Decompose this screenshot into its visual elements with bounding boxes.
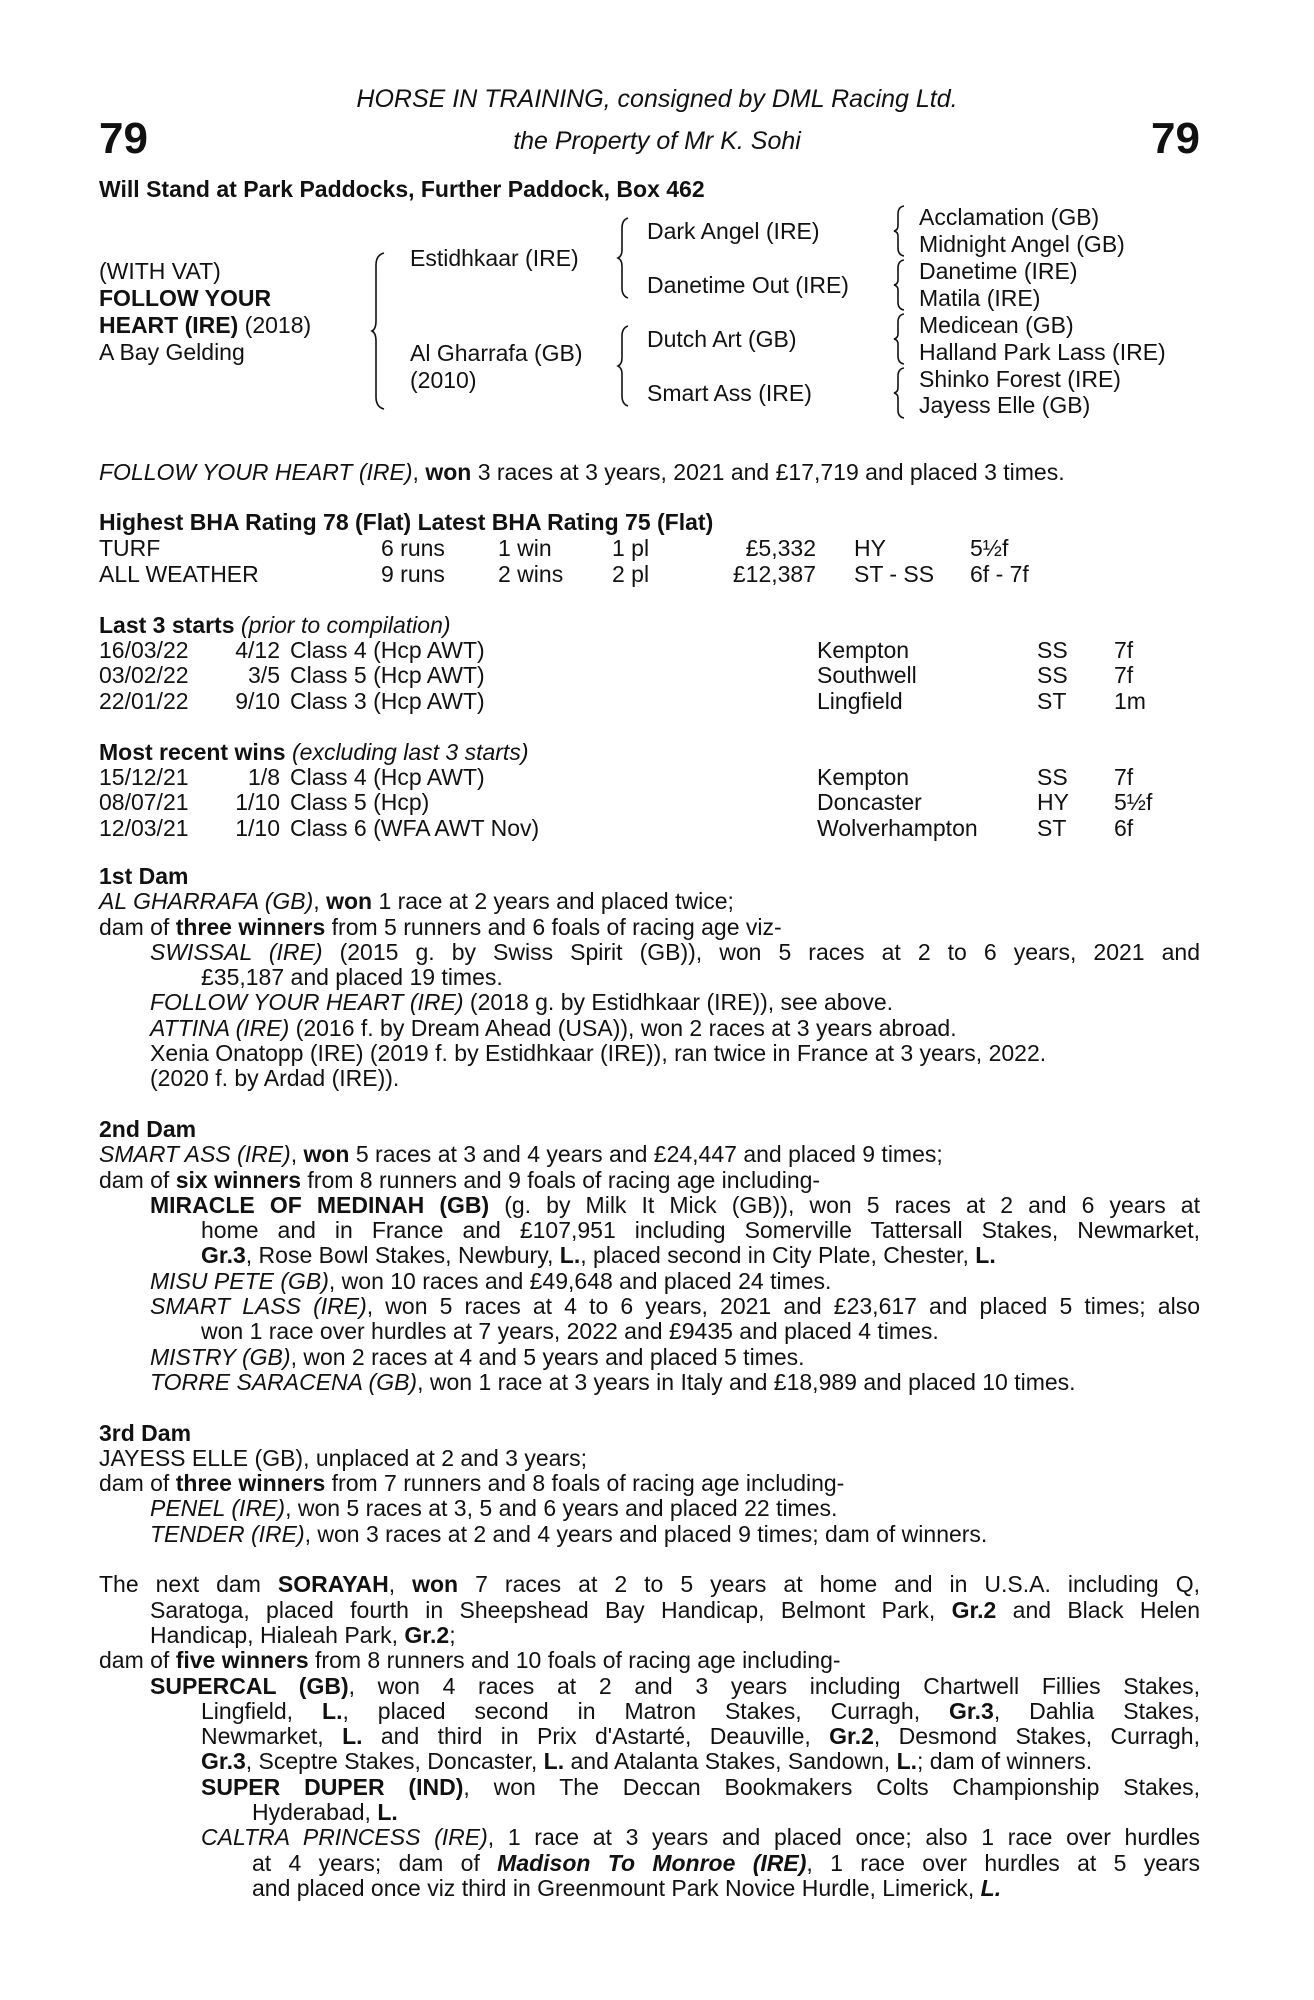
last-starts-heading [99, 612, 451, 638]
text-segment: dam of [99, 1166, 176, 1193]
race-class: Class 5 (Hcp AWT) [290, 662, 485, 689]
finish-position: 1/10 [235, 814, 280, 841]
text-line [99, 990, 1200, 1015]
text-line [99, 1496, 1200, 1521]
bold-text: won [412, 1571, 459, 1598]
prize: £5,332 [745, 535, 816, 561]
text-segment: and Black Helen [996, 1596, 1201, 1623]
text-segment: Xenia Onatopp (IRE) (2019 f. by Estidhkaar (IRE)), ran twice in France at 3 years, 2022. [150, 1040, 1047, 1067]
consignment-line: HORSE IN TRAINING, consigned by DML Racing Ltd. [356, 85, 958, 113]
text-line [99, 1345, 1200, 1370]
race-row [0, 789, 1314, 815]
text-line [99, 1749, 1200, 1774]
text-segment: 7 races at 2 to 5 years at home and in U.S.A. including Q, [458, 1571, 1200, 1598]
italic-text: MISTRY (GB) [150, 1343, 291, 1370]
text-line [99, 1876, 1200, 1901]
paragraph [99, 1016, 1200, 1041]
text-segment: dam of [99, 1647, 176, 1674]
bold-text: won [326, 888, 373, 915]
text-segment: ; [449, 1621, 456, 1648]
horse-name-line1 [99, 285, 271, 311]
going: ST [1037, 687, 1067, 714]
text-segment: , placed second in Matron Stakes, Curragh, [342, 1697, 950, 1724]
paragraph [99, 1294, 1200, 1345]
going: ST [1037, 814, 1067, 841]
bold-text: L. [896, 1748, 918, 1775]
bha-rating-title: Highest BHA Rating 78 (Flat) Latest BHA Rating 75 (Flat) [99, 509, 714, 535]
race-date: 08/07/21 [99, 789, 189, 816]
text-line [99, 1117, 1200, 1142]
going: ST - SS [854, 560, 935, 587]
italic-text: PENEL (IRE) [150, 1495, 286, 1522]
text-line [99, 1446, 1200, 1471]
paragraph [99, 990, 1200, 1015]
dam-section [99, 1572, 1200, 1901]
wins: 2 wins [498, 560, 564, 587]
text-line [99, 1016, 1200, 1041]
last-starts-subtitle: (prior to compilation) [234, 612, 451, 638]
finish-position: 1/8 [248, 764, 280, 790]
paragraph [99, 889, 1200, 914]
text-segment: , won 2 races at 4 and 5 years and placed 5 times. [290, 1343, 805, 1370]
paragraph [99, 1345, 1200, 1370]
bold-text: three winners [175, 1470, 326, 1497]
paragraph [99, 1648, 1200, 1673]
text-segment: Saratoga, placed fourth in Sheepshead Bay Handicap, Belmont Park, [150, 1596, 952, 1623]
race-row [0, 688, 1314, 714]
paragraph [99, 864, 1200, 889]
text-segment: won 1 race over hurdles at 7 years, 2022 and £9435 and placed 4 times. [201, 1318, 939, 1345]
racecourse: Kempton [817, 637, 910, 663]
race-date: 15/12/21 [99, 764, 189, 790]
placed: 1 pl [612, 535, 650, 561]
bold-text: Gr.2 [404, 1621, 450, 1648]
text-segment: , won 5 races at 3, 5 and 6 years and placed 22 times. [285, 1495, 838, 1522]
dam-sire: Dutch Art (GB) [647, 326, 797, 352]
foaling-year: (2018) [238, 312, 312, 338]
distance: 5½f [1114, 789, 1153, 816]
text-segment: , [388, 1571, 413, 1598]
racecourse: Southwell [817, 662, 917, 689]
text-line [99, 1421, 1200, 1446]
text-line [99, 965, 1200, 990]
text-line [99, 1800, 1200, 1825]
text-line [99, 864, 1200, 889]
bold-text: L. [377, 1798, 398, 1825]
bold-text: 3rd Dam [99, 1419, 192, 1446]
text-segment: , Sceptre Stakes, Doncaster, [245, 1748, 544, 1775]
racecourse: Doncaster [817, 789, 922, 816]
race-class: Class 4 (Hcp AWT) [290, 764, 485, 790]
recent-wins-subtitle: (excluding last 3 starts) [285, 739, 529, 765]
text-line [99, 1193, 1200, 1218]
italic-text: CALTRA PRINCESS (IRE) [201, 1824, 488, 1851]
lot-number-left: 79 [99, 114, 148, 163]
text-segment: , won 5 races at 4 to 6 years, 2021 and £23,617 and placed 5 times; also [366, 1293, 1201, 1320]
runs: 9 runs [381, 560, 445, 587]
text-line [99, 1522, 1200, 1547]
dam-section [99, 864, 1200, 1092]
text-segment: , Desmond Stakes, Curragh, [873, 1723, 1200, 1750]
finish-position: 9/10 [235, 687, 280, 714]
horse-name-line2 [99, 312, 311, 338]
paragraph [99, 1421, 1200, 1446]
text-segment: , won 4 races at 2 and 3 years including Chartwell Fillies Stakes, [348, 1672, 1200, 1699]
brace-icon [894, 260, 906, 310]
prize: £12,387 [732, 560, 816, 587]
race-summary [99, 459, 1065, 485]
text-line [99, 1066, 1200, 1091]
ancestor-gen3: Danetime (IRE) [919, 258, 1078, 284]
text-line [99, 1775, 1200, 1800]
going: SS [1037, 662, 1068, 689]
distance: 6f - 7f [970, 560, 1029, 587]
sire: Estidhkaar (IRE) [410, 245, 579, 271]
bold-text: six winners [175, 1166, 301, 1193]
bold-text: five winners [175, 1647, 309, 1674]
italic-text: TENDER (IRE) [150, 1520, 305, 1547]
paragraph [99, 1674, 1200, 1775]
ancestor-gen3: Halland Park Lass (IRE) [919, 339, 1166, 365]
rating-row [0, 561, 1314, 587]
race-row [0, 637, 1314, 663]
bold-text: 1st Dam [99, 863, 189, 889]
text-line [99, 1243, 1200, 1268]
text-line [99, 1471, 1200, 1496]
text-segment: (2015 g. by Swiss Spirit (GB)), won 5 races at 2 to 6 years, 2021 and [322, 938, 1200, 965]
racecourse: Kempton [817, 764, 910, 790]
text-segment: and placed once viz third in Greenmount Park Novice Hurdle, Limerick, [252, 1874, 981, 1901]
sire-brace-icon [618, 218, 630, 298]
text-segment: , [313, 888, 327, 915]
distance: 5½f [970, 535, 1009, 561]
location-line: Will Stand at Park Paddocks, Further Paddock, Box 462 [99, 176, 705, 202]
text-line [99, 1294, 1200, 1319]
recent-wins-heading [99, 739, 528, 765]
race-class: Class 4 (Hcp AWT) [290, 637, 485, 663]
text-segment: (g. by Milk It Mick (GB)), won 5 races at 2 and 6 years at [489, 1191, 1200, 1218]
text-line [99, 1269, 1200, 1294]
race-class: Class 3 (Hcp AWT) [290, 687, 485, 714]
ancestor-gen3: Midnight Angel (GB) [919, 231, 1125, 257]
placed: 2 pl [612, 560, 650, 587]
text-segment: from 8 runners and 9 foals of racing age including- [301, 1166, 821, 1193]
text-line [99, 1572, 1200, 1597]
paragraph [99, 1117, 1200, 1142]
going: SS [1037, 764, 1068, 790]
race-date: 16/03/22 [99, 637, 189, 663]
race-row [0, 815, 1314, 841]
race-class: Class 5 (Hcp) [290, 789, 430, 816]
finish-position: 3/5 [248, 662, 280, 689]
paragraph [99, 1370, 1200, 1395]
paragraph [99, 1775, 1200, 1826]
recent-wins-title: Most recent wins [99, 739, 286, 765]
paragraph [99, 1168, 1200, 1193]
text-segment: and third in Prix d'Astarté, Deauville, [362, 1723, 830, 1750]
bold-text: L. [543, 1748, 565, 1775]
text-line [99, 1674, 1200, 1699]
surface: ALL WEATHER [99, 560, 259, 587]
paragraph [99, 1825, 1200, 1901]
ancestor-gen3: Medicean (GB) [919, 312, 1074, 338]
summary-horse-name: FOLLOW YOUR HEART (IRE) [99, 459, 413, 485]
text-segment: ; dam of winners. [917, 1748, 1093, 1775]
text-line [99, 1370, 1200, 1395]
sire-sire: Dark Angel (IRE) [647, 218, 820, 244]
text-segment: , won 10 races and £49,648 and placed 24 times. [328, 1267, 832, 1294]
italic-text: AL GHARRAFA (GB) [99, 888, 314, 915]
text-segment: 5 races at 3 and 4 years and £24,447 and placed 9 times; [349, 1141, 943, 1168]
dam-section [99, 1421, 1200, 1547]
summary-text: 3 races at 3 years, 2021 and £17,719 and placed 3 times. [471, 459, 1065, 485]
bold-text: Gr.2 [951, 1596, 997, 1623]
text-line [99, 1041, 1200, 1066]
wins: 1 win [498, 535, 552, 561]
text-line [99, 889, 1200, 914]
bold-text: L. [975, 1242, 996, 1269]
paragraph [99, 915, 1200, 940]
distance: 1m [1114, 687, 1146, 714]
dam-history [99, 864, 1200, 1926]
bold-text: MIRACLE OF MEDINAH (GB) [150, 1191, 490, 1218]
vat-label: (WITH VAT) [99, 258, 221, 284]
bold-text: won [303, 1141, 350, 1168]
bold-text: SUPERCAL (GB) [150, 1672, 349, 1699]
rating-row [0, 535, 1314, 561]
dam: Al Gharrafa (GB) [410, 340, 583, 366]
bold-text: L. [322, 1697, 343, 1724]
runs: 6 runs [381, 535, 445, 561]
text-segment: (2016 f. by Dream Ahead (USA)), won 2 races at 3 years abroad. [289, 1014, 957, 1041]
text-line [99, 1648, 1200, 1673]
race-row [0, 764, 1314, 790]
paragraph [99, 1471, 1200, 1496]
distance: 7f [1114, 764, 1134, 790]
race-date: 03/02/22 [99, 662, 189, 689]
text-segment: from 8 runners and 10 foals of racing age including- [308, 1647, 841, 1674]
finish-position: 1/10 [235, 789, 280, 816]
dam-year: (2010) [410, 367, 477, 393]
bold-text: Madison To Monroe (IRE) [497, 1849, 807, 1876]
text-line [99, 1598, 1200, 1623]
bold-text: L. [559, 1242, 581, 1269]
dam-dam: Smart Ass (IRE) [647, 380, 812, 406]
text-line [99, 1168, 1200, 1193]
text-segment: £35,187 and placed 19 times. [201, 964, 503, 991]
text-segment: , won The Deccan Bookmakers Colts Championship Stakes, [463, 1773, 1200, 1800]
racecourse: Lingfield [817, 687, 903, 714]
text-segment: home and in France and £107,951 including Somerville Tattersall Stakes, Newmarket, [201, 1217, 1200, 1244]
paragraph [99, 1446, 1200, 1471]
going: HY [1037, 789, 1069, 816]
text-segment: , won 1 race at 3 years in Italy and £18,989 and placed 10 times. [417, 1368, 1076, 1395]
last-starts-title: Last 3 starts [99, 612, 235, 638]
text-segment: and Atalanta Stakes, Sandown, [564, 1748, 897, 1775]
horse-name: HEART (IRE) [99, 312, 239, 338]
bold-text: L. [342, 1723, 363, 1750]
italic-text: SWISSAL (IRE) [150, 938, 323, 965]
text-line [99, 1825, 1200, 1850]
race-class: Class 6 (WFA AWT Nov) [290, 814, 540, 841]
italic-text: ATTINA (IRE) [150, 1014, 290, 1041]
ancestor-gen3: Jayess Elle (GB) [919, 392, 1091, 418]
text-segment: dam of [99, 913, 176, 940]
text-segment: , 1 race over hurdles at 5 years [806, 1849, 1200, 1876]
going: HY [854, 535, 886, 561]
distance: 6f [1114, 814, 1134, 841]
racecourse: Wolverhampton [817, 814, 978, 841]
text-segment: , [290, 1141, 304, 1168]
text-segment: JAYESS ELLE (GB), unplaced at 2 and 3 years; [99, 1444, 587, 1471]
bold-text: 2nd Dam [99, 1115, 197, 1142]
race-date: 22/01/22 [99, 687, 189, 714]
text-segment: , Dahlia Stakes, [993, 1697, 1200, 1724]
bold-text: three winners [175, 913, 326, 940]
text-line [99, 1851, 1200, 1876]
text-segment: The next dam [99, 1571, 278, 1598]
text-segment: , 1 race at 3 years and placed once; also 1 race over hurdles [487, 1824, 1200, 1851]
text-line [99, 1623, 1200, 1648]
text-line [99, 940, 1200, 965]
text-segment: , Rose Bowl Stakes, Newbury, [245, 1242, 560, 1269]
ancestor-gen3: Matila (IRE) [919, 285, 1041, 311]
bold-text: SORAYAH [277, 1571, 389, 1598]
race-row [0, 662, 1314, 688]
text-segment: from 7 runners and 8 foals of racing age including- [325, 1470, 845, 1497]
summary-won: won [425, 459, 472, 485]
text-line [99, 915, 1200, 940]
going: SS [1037, 637, 1068, 663]
lot-number-right: 79 [1151, 114, 1200, 163]
paragraph [99, 1269, 1200, 1294]
italic-text: TORRE SARACENA (GB) [150, 1368, 418, 1395]
ancestor-gen3: Acclamation (GB) [919, 204, 1100, 230]
text-segment: 1 race at 2 years and placed twice; [372, 888, 734, 915]
text-segment: Hyderabad, [252, 1798, 378, 1825]
paragraph [99, 1193, 1200, 1269]
paragraph [99, 1142, 1200, 1167]
distance: 7f [1114, 637, 1134, 663]
text-segment: , won 3 races at 2 and 4 years and placed 9 times; dam of winners. [304, 1520, 988, 1547]
text-line [99, 1218, 1200, 1243]
text-line [99, 1142, 1200, 1167]
paragraph [99, 1066, 1200, 1091]
text-segment: from 5 runners and 6 foals of racing age viz- [325, 913, 782, 940]
text-segment: Handicap, Hialeah Park, [150, 1621, 405, 1648]
horse-name: FOLLOW YOUR [99, 285, 272, 311]
paragraph [99, 1522, 1200, 1547]
finish-position: 4/12 [235, 637, 280, 663]
dam-brace-icon [618, 326, 630, 406]
text-segment: , placed second in City Plate, Chester, [580, 1242, 976, 1269]
property-line: the Property of Mr K. Sohi [513, 127, 801, 155]
bold-text: Gr.3 [201, 1748, 246, 1775]
text-line [99, 1319, 1200, 1344]
dam-section [99, 1117, 1200, 1395]
surface: TURF [99, 535, 161, 561]
text-segment: (2020 f. by Ardad (IRE)). [150, 1065, 400, 1092]
brace-icon [894, 314, 906, 364]
text-segment: Lingfield, [201, 1697, 323, 1724]
bold-text: Gr.3 [949, 1697, 994, 1724]
paragraph [99, 1041, 1200, 1066]
race-date: 12/03/21 [99, 814, 189, 841]
bold-text: L. [980, 1874, 1002, 1901]
paragraph [99, 1496, 1200, 1521]
paragraph [99, 1572, 1200, 1648]
ancestor-gen3: Shinko Forest (IRE) [919, 366, 1121, 392]
italic-text: SMART ASS (IRE) [99, 1141, 291, 1168]
paragraph [99, 940, 1200, 991]
main-brace-icon [372, 253, 386, 409]
brace-icon [894, 206, 906, 256]
distance: 7f [1114, 662, 1134, 689]
bold-text: SUPER DUPER (IND) [201, 1773, 464, 1800]
brace-icon [894, 368, 906, 418]
bold-text: Gr.2 [829, 1723, 874, 1750]
text-segment: Newmarket, [201, 1723, 343, 1750]
italic-text: MISU PETE (GB) [150, 1267, 329, 1294]
text-segment: at 4 years; dam of [252, 1849, 498, 1876]
italic-text: FOLLOW YOUR HEART (IRE) [150, 989, 464, 1016]
bold-text: Gr.3 [201, 1242, 246, 1269]
text-segment: (2018 g. by Estidhkaar (IRE)), see above. [463, 989, 894, 1016]
italic-text: SMART LASS (IRE) [150, 1293, 367, 1320]
text-line [99, 1699, 1200, 1724]
summary-comma: , [412, 459, 426, 485]
text-line [99, 1724, 1200, 1749]
text-segment: dam of [99, 1470, 176, 1497]
sire-dam: Danetime Out (IRE) [647, 272, 849, 298]
horse-description: A Bay Gelding [99, 339, 245, 365]
